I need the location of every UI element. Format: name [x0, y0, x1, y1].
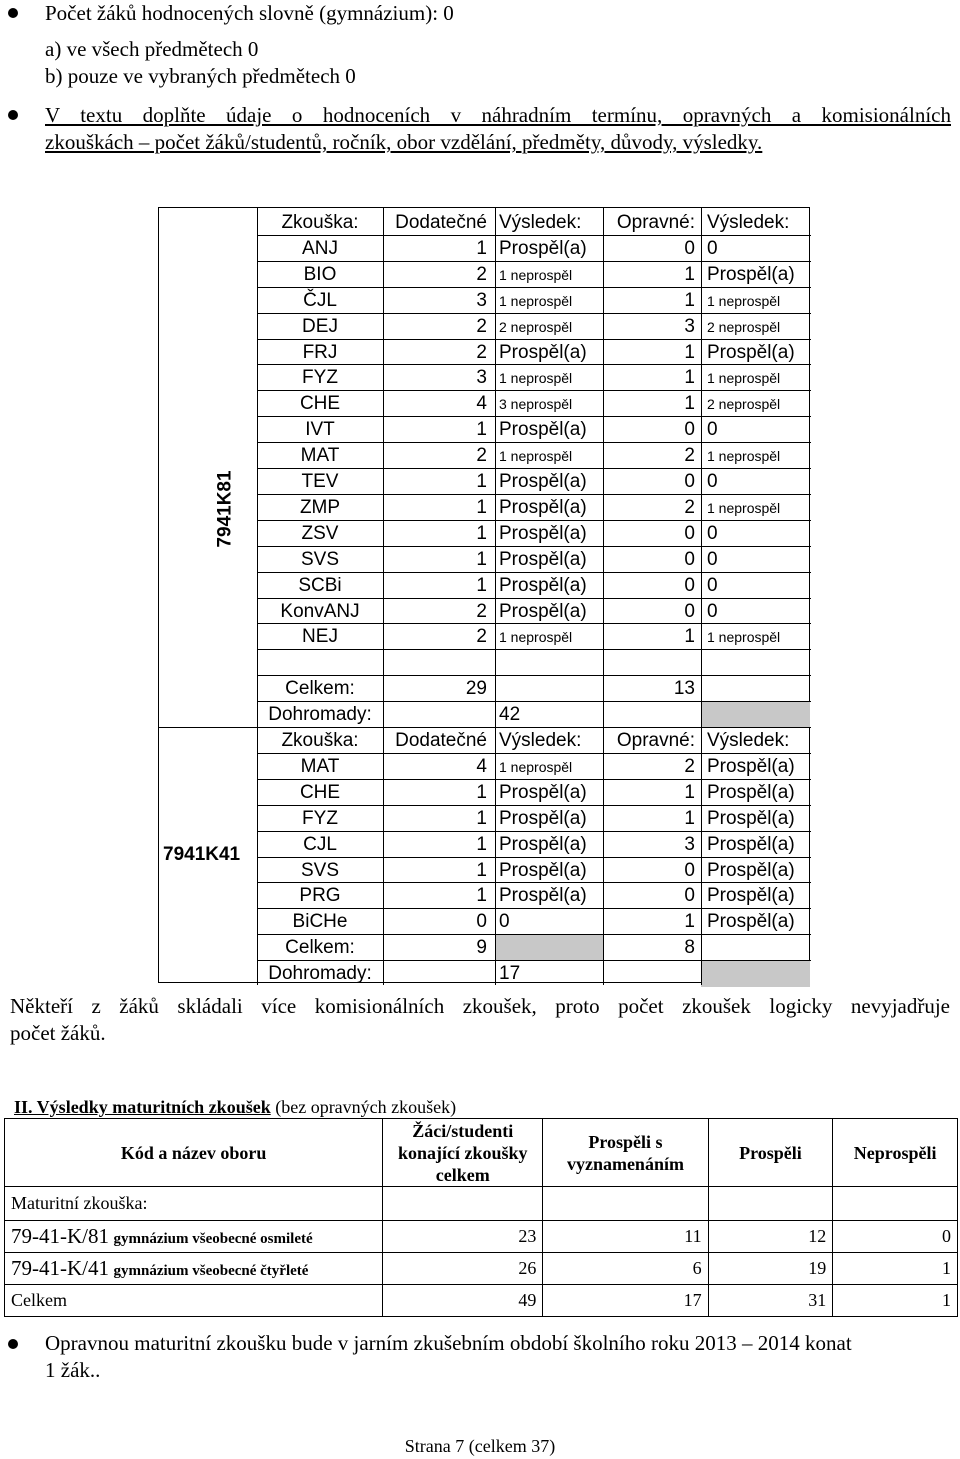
table-rule: [257, 494, 811, 495]
cell-extra: 1: [476, 548, 487, 570]
cell-retake-result: Prospěl(a): [707, 341, 795, 363]
cell-subject: CJL: [303, 833, 337, 855]
cell-retake-result: Prospěl(a): [707, 781, 795, 803]
text-line: a) ve všech předmětech 0: [45, 37, 259, 61]
table-rule: [257, 390, 811, 391]
cell-subject: PRG: [299, 885, 341, 907]
table-rule: [257, 675, 811, 676]
cell-retake: 1: [684, 393, 695, 415]
cell-retake-result: 1 neprospěl: [707, 629, 781, 646]
col-header: Žáci/studenti konající zkoušky celkem: [383, 1119, 543, 1187]
cell-result: 1 neprospěl: [499, 266, 573, 283]
table-rule: [603, 208, 604, 985]
cell-subject: FYZ: [302, 807, 338, 829]
cell-result: 0: [499, 911, 510, 933]
dohromady-value: 17: [499, 963, 521, 985]
cell-result: Prospěl(a): [499, 341, 587, 363]
table-rule: [257, 261, 811, 262]
cell-subject: FRJ: [302, 341, 338, 363]
cell-honors: 6: [543, 1253, 708, 1285]
cell-passed: 31: [708, 1285, 833, 1317]
maturita-results-table: [4, 1118, 958, 1317]
cell-extra: 4: [476, 393, 487, 415]
table-rule: [257, 934, 811, 935]
shaded-cell: [701, 961, 810, 987]
cell-retake-result: Prospěl(a): [707, 263, 795, 285]
dohromady-label: Dohromady:: [268, 704, 372, 726]
cell-extra: 1: [476, 781, 487, 803]
col-header: Výsledek:: [499, 730, 582, 751]
celkem-value: 8: [684, 937, 695, 959]
cell-result: Prospěl(a): [499, 600, 587, 622]
cell-honors: 11: [543, 1221, 708, 1253]
dohromady-label: Dohromady:: [268, 963, 372, 985]
col-header: Prospěli s vyznamenáním: [543, 1119, 708, 1187]
cell-result: 1 neprospěl: [499, 292, 573, 309]
cell-retake-result: Prospěl(a): [707, 885, 795, 907]
cell-extra: 2: [476, 626, 487, 648]
field-code: Celkem: [11, 1290, 67, 1310]
group-divider: [159, 727, 257, 728]
cell-retake: 1: [684, 367, 695, 389]
table-rule: [257, 208, 258, 985]
col-header: Neprospěli: [833, 1119, 958, 1187]
cell-retake-result: 0: [707, 419, 718, 441]
col-header: Výsledek:: [707, 730, 790, 751]
cell-total: 23: [383, 1221, 543, 1253]
table-rule: [257, 960, 811, 961]
cell-retake-result: 1 neprospěl: [707, 370, 781, 387]
col-header: Prospěli: [708, 1119, 833, 1187]
note-text: Někteří z žáků skládali více komisionálních zkoušek, proto počet zkoušek logicky nevyjadřuje: [10, 994, 950, 1018]
cell-result: Prospěl(a): [499, 833, 587, 855]
cell-result: Prospěl(a): [499, 237, 587, 259]
row-label: Maturitní zkouška:: [5, 1187, 383, 1221]
cell-extra: 1: [476, 419, 487, 441]
bullet: [8, 8, 18, 18]
col-header: Opravné:: [616, 212, 695, 233]
section-title-bold: II. Výsledky maturitních zkoušek: [14, 1097, 271, 1117]
cell-subject: TEV: [301, 471, 339, 492]
table-rule: [257, 649, 811, 650]
table-rule: [257, 468, 811, 469]
table-rule: [257, 882, 811, 883]
cell-retake: 1: [684, 626, 695, 648]
cell-passed: 19: [708, 1253, 833, 1285]
cell-retake-result: Prospěl(a): [707, 911, 795, 933]
cell-retake: 2: [684, 755, 695, 777]
cell-retake: 0: [684, 419, 695, 441]
cell-extra: 3: [476, 289, 487, 311]
cell-retake: 0: [684, 522, 695, 544]
cell-result: Prospěl(a): [499, 859, 587, 881]
celkem-value: 9: [476, 937, 487, 959]
cell-subject: SVS: [300, 548, 340, 570]
celkem-value: 13: [673, 678, 695, 700]
cell-retake-result: 1 neprospěl: [707, 499, 781, 516]
cell-honors: 17: [543, 1285, 708, 1317]
cell-extra: 2: [476, 600, 487, 622]
table-rule: [257, 831, 811, 832]
celkem-label: Celkem:: [285, 937, 355, 959]
text-line: Počet žáků hodnocených slovně (gymnázium): 0: [45, 1, 454, 25]
cell-total: 26: [383, 1253, 543, 1285]
cell-retake: 0: [684, 885, 695, 907]
table-rule: [257, 908, 811, 909]
table-rule: [257, 442, 811, 443]
cell-retake: 1: [684, 781, 695, 803]
celkem-label: Celkem:: [285, 678, 355, 700]
cell-retake-result: 0: [707, 522, 718, 544]
field-code: 79-41-K/81: [11, 1224, 109, 1248]
cell-result: Prospěl(a): [499, 885, 587, 907]
text-line: 1 žák..: [45, 1358, 101, 1382]
shaded-cell: [495, 935, 603, 961]
cell-result: 1 neprospěl: [499, 370, 573, 387]
cell-retake: 1: [684, 341, 695, 363]
cell-subject: FYZ: [302, 367, 338, 389]
bullet: [8, 1339, 18, 1349]
cell-result: 3 neprospěl: [499, 396, 573, 413]
table-rule: [257, 623, 811, 624]
cell-extra: 2: [476, 315, 487, 337]
table-rule: [257, 727, 811, 728]
cell-subject: SCBi: [298, 574, 342, 596]
cell-subject: CHE: [299, 393, 341, 415]
cell-failed: 1: [833, 1253, 958, 1285]
cell-retake-result: 0: [707, 600, 718, 622]
cell-subject: KonvANJ: [280, 600, 360, 622]
cell-subject: ČJL: [303, 289, 337, 311]
cell-extra: 3: [476, 367, 487, 389]
cell-subject: ZSV: [301, 522, 339, 544]
cell-extra: 2: [476, 263, 487, 285]
table-rule: [257, 546, 811, 547]
shaded-cell: [701, 702, 810, 728]
group-label: 7941K41: [163, 844, 241, 865]
cell-retake: 2: [684, 445, 695, 467]
text-line: V textu doplňte údaje o hodnoceních v náhradním termínu, opravných a komisionálních: [45, 103, 951, 127]
note-text: počet žáků.: [10, 1021, 106, 1045]
cell-subject: ANJ: [302, 237, 338, 259]
cell-subject: DEJ: [302, 315, 338, 337]
cell-retake: 0: [684, 600, 695, 622]
dohromady-value: 42: [499, 704, 521, 726]
field-name: gymnázium všeobecné osmileté: [113, 1231, 313, 1247]
cell-result: Prospěl(a): [499, 471, 587, 492]
cell-retake-result: Prospěl(a): [707, 755, 795, 777]
cell-extra: 1: [476, 471, 487, 492]
cell-result: 1 neprospěl: [499, 629, 573, 646]
cell-retake-result: Prospěl(a): [707, 807, 795, 829]
col-header: Dodatečné: [395, 212, 487, 233]
cell-extra: 1: [476, 496, 487, 518]
cell-retake-result: 0: [707, 548, 718, 570]
cell-extra: 1: [476, 574, 487, 596]
cell-subject: MAT: [300, 445, 340, 467]
cell-retake-result: 1 neprospěl: [707, 292, 781, 309]
cell-extra: 4: [476, 755, 487, 777]
cell-retake: 3: [684, 315, 695, 337]
cell-retake: 0: [684, 859, 695, 881]
cell-retake-result: Prospěl(a): [707, 859, 795, 881]
text-line: Opravnou maturitní zkoušku bude v jarním zkušebním období školního roku 2013 – 2014 konat: [45, 1331, 852, 1355]
cell-retake: 2: [684, 496, 695, 518]
cell-extra: 2: [476, 341, 487, 363]
table-rule: [257, 364, 811, 365]
table-rule: [257, 857, 811, 858]
table-row: [5, 1221, 958, 1253]
table-rule: [257, 598, 811, 599]
cell-result: Prospěl(a): [499, 807, 587, 829]
cell-extra: 2: [476, 445, 487, 467]
cell-subject: CHE: [299, 781, 341, 803]
cell-retake: 0: [684, 574, 695, 596]
col-header: Výsledek:: [499, 212, 582, 233]
section-title: [14, 1097, 456, 1118]
cell-result: Prospěl(a): [499, 419, 587, 441]
cell-failed: 1: [833, 1285, 958, 1317]
table-rule: [257, 572, 811, 573]
field-code: 79-41-K/41: [11, 1256, 109, 1280]
cell-result: Prospěl(a): [499, 574, 587, 596]
cell-subject: MAT: [300, 755, 340, 777]
col-header: Opravné:: [616, 730, 695, 751]
cell-retake-result: 2 neprospěl: [707, 396, 781, 413]
table-rule: [257, 805, 811, 806]
cell-extra: 1: [476, 807, 487, 829]
field-name: gymnázium všeobecné čtyřleté: [113, 1263, 309, 1279]
cell-extra: 1: [476, 237, 487, 259]
table-rule: [257, 313, 811, 314]
exam-results-table: [158, 207, 810, 983]
table-rule: [257, 287, 811, 288]
cell-extra: 1: [476, 833, 487, 855]
cell-subject: ZMP: [299, 496, 341, 518]
cell-retake-result: Prospěl(a): [707, 833, 795, 855]
table-row: [5, 1253, 958, 1285]
cell-subject: BiCHe: [292, 911, 348, 933]
bullet: [8, 110, 18, 120]
cell-total: 49: [383, 1285, 543, 1317]
cell-result: 1 neprospěl: [499, 758, 573, 775]
table-rule: [257, 520, 811, 521]
cell-result: 2 neprospěl: [499, 318, 573, 335]
table-rule: [257, 339, 811, 340]
cell-retake: 3: [684, 833, 695, 855]
table-row: [5, 1285, 958, 1317]
col-header: Zkouška:: [281, 730, 359, 751]
table-rule: [257, 701, 811, 702]
table-rule: [257, 416, 811, 417]
cell-extra: 1: [476, 522, 487, 544]
cell-retake: 0: [684, 237, 695, 259]
celkem-value: 29: [465, 678, 487, 700]
page-footer: Strana 7 (celkem 37): [404, 1436, 556, 1456]
cell-retake-result: 0: [707, 237, 718, 259]
cell-retake: 1: [684, 911, 695, 933]
cell-subject: IVT: [305, 419, 335, 441]
col-header: Dodatečné: [395, 730, 487, 751]
group-label: 7941K81: [214, 470, 236, 548]
cell-retake-result: 0: [707, 471, 718, 492]
cell-subject: NEJ: [302, 626, 338, 648]
cell-extra: 0: [476, 911, 487, 933]
cell-result: Prospěl(a): [499, 781, 587, 803]
cell-retake: 1: [684, 263, 695, 285]
cell-retake: 0: [684, 548, 695, 570]
table-rule: [257, 235, 811, 236]
cell-subject: BIO: [303, 263, 337, 285]
section-title-note: (bez opravných zkoušek): [270, 1097, 457, 1117]
cell-extra: 1: [476, 885, 487, 907]
col-header: Výsledek:: [707, 212, 790, 233]
text-line: b) pouze ve vybraných předmětech 0: [45, 64, 356, 88]
cell-extra: 1: [476, 859, 487, 881]
cell-retake-result: 1 neprospěl: [707, 448, 781, 465]
table-rule: [257, 779, 811, 780]
cell-passed: 12: [708, 1221, 833, 1253]
cell-retake: 1: [684, 807, 695, 829]
table-rule: [701, 208, 702, 985]
table-rule: [257, 753, 811, 754]
cell-retake-result: 0: [707, 574, 718, 596]
cell-result: Prospěl(a): [499, 496, 587, 518]
cell-result: Prospěl(a): [499, 548, 587, 570]
cell-retake: 1: [684, 289, 695, 311]
cell-failed: 0: [833, 1221, 958, 1253]
table-rule: [495, 208, 496, 985]
cell-result: 1 neprospěl: [499, 448, 573, 465]
col-header: Kód a název oboru: [5, 1119, 383, 1187]
cell-retake-result: 2 neprospěl: [707, 318, 781, 335]
cell-retake: 0: [684, 471, 695, 492]
cell-subject: SVS: [300, 859, 340, 881]
text-line: zkouškách – počet žáků/studentů, ročník, obor vzdělání, předměty, důvody, výsledky.: [45, 130, 763, 154]
table-rule: [383, 208, 384, 985]
col-header: Zkouška:: [281, 212, 359, 233]
cell-result: Prospěl(a): [499, 522, 587, 544]
